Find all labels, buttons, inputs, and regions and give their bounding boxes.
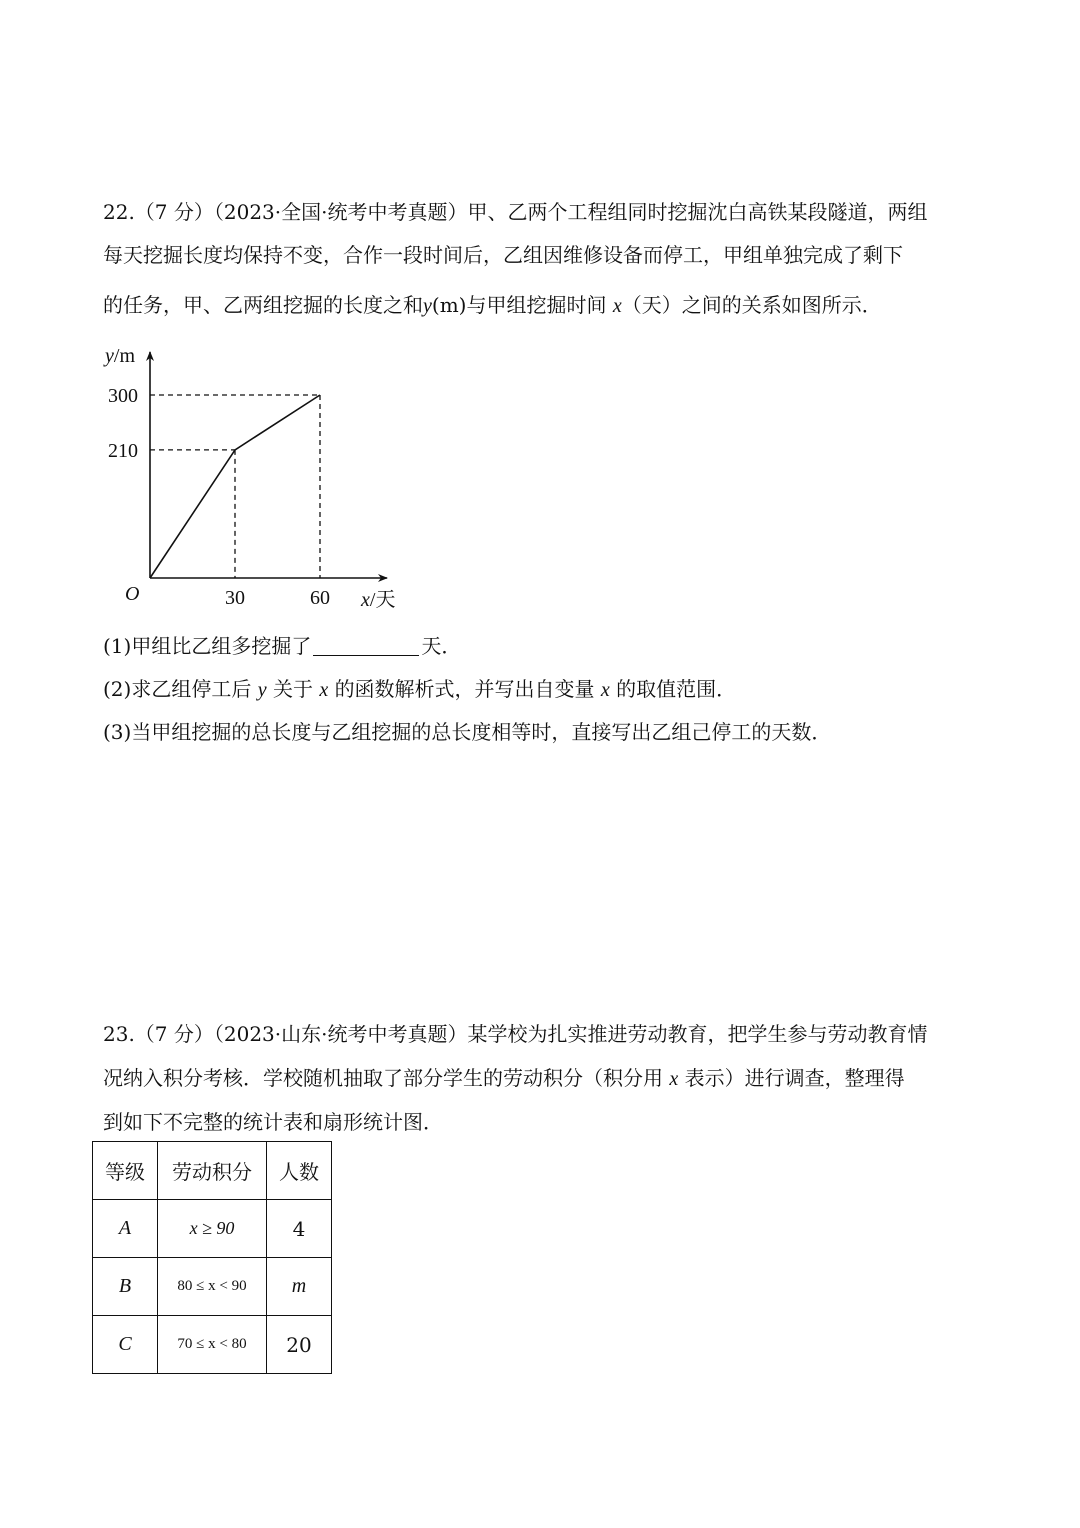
q22-sub-2-text-a: (2)求乙组停工后 xyxy=(103,677,252,701)
q22-line-3-text-b: 与甲组挖掘时间 xyxy=(466,293,607,317)
y-axis-unit: /m xyxy=(113,345,136,367)
var-y: y xyxy=(257,679,267,701)
var-y: y xyxy=(423,295,432,317)
var-x: x xyxy=(612,295,622,317)
x-tick-label-60: 60 xyxy=(310,587,330,609)
table-cell-grade: C xyxy=(93,1316,158,1374)
x-axis-label xyxy=(360,589,395,611)
q22-sub-1-text-a: (1)甲组比乙组多挖掘了 xyxy=(103,634,312,658)
q23-line-2 xyxy=(103,1064,905,1093)
q22-line-2: 每天挖掘长度均保持不变，合作一段时间后，乙组因维修设备而停工，甲组单独完成了剩下 xyxy=(103,243,903,267)
y-tick-label-210: 210 xyxy=(108,439,138,462)
unit-m: (m) xyxy=(431,293,467,317)
y-tick-label-300: 300 xyxy=(108,385,138,407)
q23-line-2-text-b: 表示）进行调查，整理得 xyxy=(684,1066,905,1090)
table-header-row xyxy=(93,1142,332,1200)
answer-blank[interactable] xyxy=(313,635,419,656)
statistics-table xyxy=(92,1141,332,1374)
table-header-cell: 等级 xyxy=(93,1142,158,1200)
x-axis-var: x xyxy=(361,589,370,611)
q23-line-3: 到如下不完整的统计表和扇形统计图． xyxy=(103,1110,443,1134)
table-header-cell: 劳动积分 xyxy=(158,1142,267,1200)
q22-line-3-text-a: 的任务，甲、乙两组挖掘的长度之和 xyxy=(103,293,423,317)
table-row xyxy=(93,1316,332,1374)
y-axis-label xyxy=(103,345,135,367)
x-tick-label-30: 30 xyxy=(225,587,245,609)
var-x: x xyxy=(319,679,329,701)
axis-labels xyxy=(103,345,395,611)
table-cell-count: 20 xyxy=(267,1316,332,1374)
q22-sub-2 xyxy=(103,675,736,704)
q22-line-3 xyxy=(103,291,882,320)
table-cell-count: m xyxy=(267,1258,332,1316)
q22-sub-1-text-b: 天． xyxy=(421,634,462,658)
table-header-cell: 人数 xyxy=(267,1142,332,1200)
q22-line-1: 22.（7 分）（2023·全国·统考中考真题）甲、乙两个工程组同时挖掘沈白高铁某段隧道，两组 xyxy=(103,200,928,224)
table-cell-grade: A xyxy=(93,1200,158,1258)
table-cell-score: 80 ≤ x < 90 xyxy=(158,1258,267,1316)
var-x: x xyxy=(669,1068,679,1090)
q22-sub-2-text-c: 的函数解析式，并写出自变量 xyxy=(334,677,595,701)
guide-lines xyxy=(150,395,320,578)
line-graph xyxy=(95,340,415,620)
y-axis-var: y xyxy=(105,345,114,367)
origin-label: O xyxy=(125,583,140,605)
q23-line-2-text-a: 况纳入积分考核．学校随机抽取了部分学生的劳动积分（积分用 xyxy=(103,1066,663,1090)
table-cell-score: x ≥ 90 xyxy=(158,1200,267,1258)
x-axis-unit: /天 xyxy=(369,589,396,611)
table-row xyxy=(93,1258,332,1316)
q22-sub-1 xyxy=(103,632,461,660)
q22-line-3-text-c: （天）之间的关系如图所示． xyxy=(621,293,882,317)
var-x: x xyxy=(600,679,610,701)
q22-sub-2-text-d: 的取值范围． xyxy=(616,677,737,701)
q22-sub-3: (3)当甲组挖掘的总长度与乙组挖掘的总长度相等时，直接写出乙组己停工的天数． xyxy=(103,720,832,744)
table-cell-score: 70 ≤ x < 80 xyxy=(158,1316,267,1374)
q22-sub-2-text-b: 关于 xyxy=(272,677,313,701)
q23-line-1: 23.（7 分）（2023·山东·统考中考真题）某学校为扎实推进劳动教育，把学生参与劳动教育情 xyxy=(103,1022,928,1046)
table-cell-grade: B xyxy=(93,1258,158,1316)
table-cell-count: 4 xyxy=(267,1200,332,1258)
table-row xyxy=(93,1200,332,1258)
